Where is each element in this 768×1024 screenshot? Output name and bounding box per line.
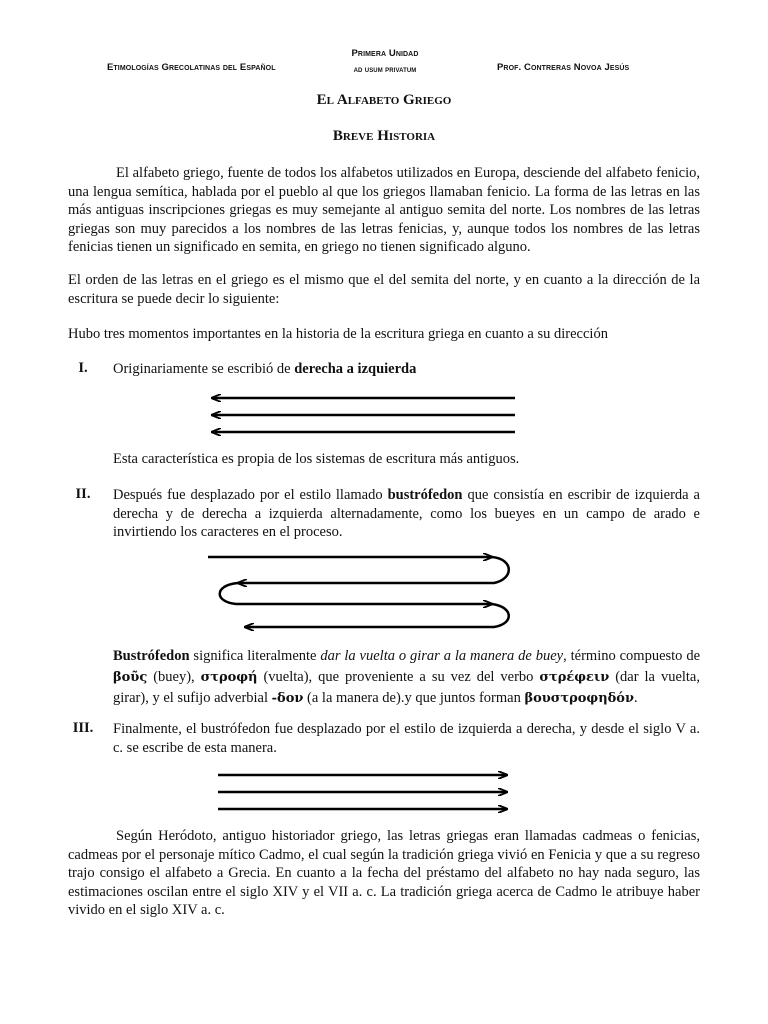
header-unit-note: ad usum privatum (353, 65, 417, 74)
boustrophedon-turn-right (238, 557, 509, 583)
definition-part-e: (dar la vuelta, girar), y el sufijo adverbial (113, 668, 700, 706)
definition-part-f: (a la manera de).y que juntos forman (303, 690, 525, 706)
definition-part-c: (buey), (147, 668, 201, 685)
herodotus-paragraph: Según Heródoto, antiguo historiador griego, las letras griegas eran llamadas cadmeas o fenicias, cadmeas por el personaje mítico Cadmo, el cual según la tradición griega vivió en Fenicia y que a su regreso trajo consigo el alfabeto a Grecia. En cuanto a la fecha del préstamo del alfabeto no hay nada seguro, las estimaciones oscilan entre el siglo XIV y el VII a. c. La tradición griega acerca de Cadmo le atribuye haber vivido en el siglo XIV a. c. (68, 828, 700, 918)
definition-term: Bustrófedon (113, 648, 190, 664)
item-numeral-1: I. (78, 360, 88, 376)
boustrophedon-turn-left (220, 583, 492, 604)
document-title: El Alfabeto Griego (316, 92, 452, 108)
section-title: Breve Historia (332, 128, 436, 144)
intro-paragraph: El alfabeto griego, fuente de todos los alfabetos utilizados en Europa, desciende del alfabeto fenicio, una lengua semítica, hablada por el pueblo al que los griegos llamaban fenicio. La forma de las letras en las más antiguas inscripciones griegas es muy semejante al antiguo semita del norte. Los nombres de las letras griegas son muy parecidos a los nombres de las letras fenicias, y, aunque todos los nombres de las letras fenicias tienen un significado en semita, en griego no tienen significado alguno. (68, 165, 700, 255)
item-numeral-2: II. (75, 486, 91, 502)
moments-paragraph: Hubo tres momentos importantes en la historia de la escritura griega en cuanto a su dirección (68, 326, 608, 342)
order-paragraph: El orden de las letras en el griego es el mismo que el del semita del norte, y en cuanto a la dirección de la escritura se puede decir lo siguiente: (68, 272, 700, 307)
item-3-text: Finalmente, el bustrófedon fue desplazado por el estilo de izquierda a derecha, y desde el siglo V a. c. se escribe de esta manera. (113, 721, 700, 756)
header-course-title: Etimologías Grecolatinas del Español (107, 62, 276, 73)
definition-part-a: significa literalmente (189, 648, 321, 664)
header-unit-title: Primera Unidad (351, 48, 419, 59)
boustrophedon-turn-right (245, 604, 509, 627)
header-author: Prof. Contreras Novoa Jesús (497, 62, 630, 73)
item-2-rest: que consistía en escribir de izquierda a derecha y de derecha a izquierda alternadamente, como los bueyes en un campo de arado e invirtiendo los caracteres en el proceso. (113, 487, 700, 540)
left-to-right-arrows (218, 775, 507, 809)
right-to-left-arrows (212, 398, 515, 432)
greek-word-strephein: στρέφειν (539, 669, 610, 685)
boustrophedon-arrows (208, 557, 509, 627)
greek-word-strophe: στροφή (200, 669, 258, 685)
item-2-emphasis: bustrófedon (387, 487, 463, 503)
definition-part-g: . (634, 690, 638, 706)
greek-suffix-don: -δον (271, 691, 304, 706)
item-1-note: Esta característica es propia de los sistemas de escritura más antiguos. (113, 451, 520, 467)
definition-part-b: , término compuesto de (563, 648, 701, 664)
definition-part-d: (vuelta), que proveniente a su vez del verbo (257, 668, 540, 685)
greek-word-boustrophedon: βουστροφηδόν (524, 691, 635, 706)
item-numeral-3: III. (72, 720, 94, 736)
definition-meaning: dar la vuelta o girar a la manera de buey (320, 648, 564, 664)
item-2-lead: Después fue desplazado por el estilo llamado (113, 487, 388, 503)
item-1-lead: Originariamente se escribió de (113, 361, 295, 377)
greek-word-bous: βοῦς (113, 669, 148, 685)
item-1-emphasis: derecha a izquierda (294, 361, 417, 377)
